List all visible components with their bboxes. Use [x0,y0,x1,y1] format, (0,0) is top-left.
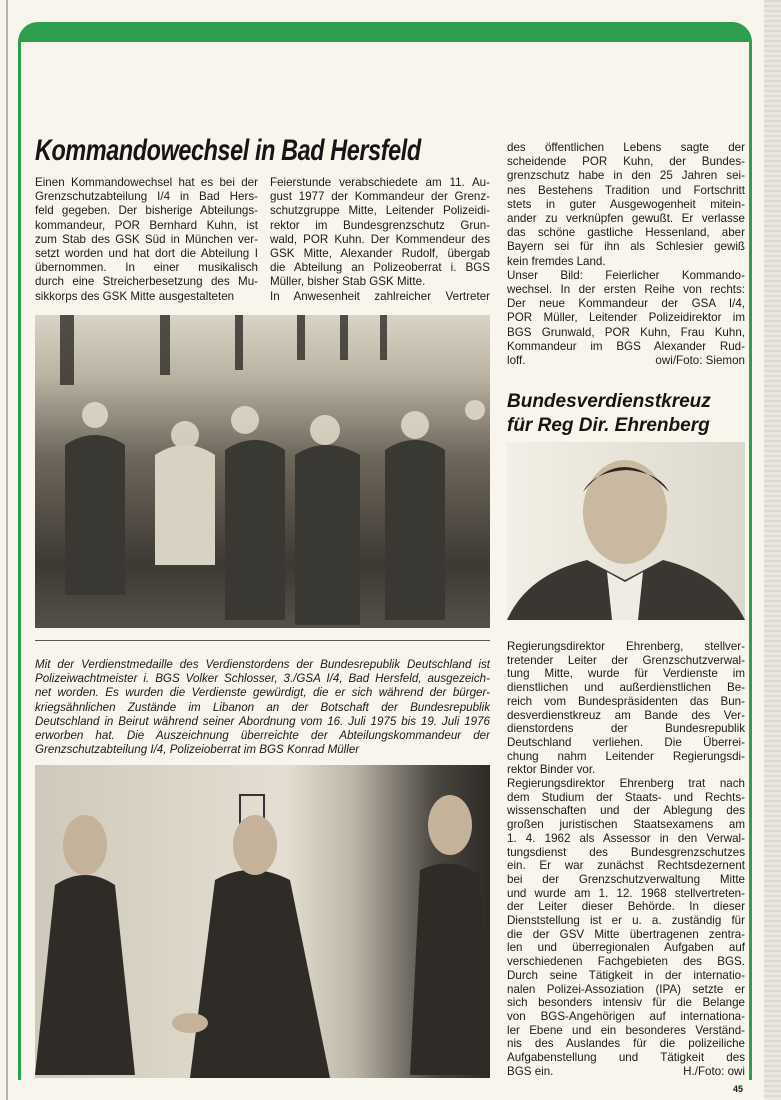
line-text: durch eine Streicherbesetzung des Mu- [35,275,258,289]
text-line [35,743,490,757]
text-line [35,233,258,247]
text-line [35,190,258,204]
line-text: wechsel. In der ersten Reihe von rechts: [507,283,745,297]
text-line [507,667,745,681]
text-line [507,996,745,1010]
text-line [270,290,490,304]
green-frame-top [18,22,752,42]
line-text: 1. 4. 1962 als Assessor in den Verwal- [507,831,745,845]
text-line [507,169,745,183]
line-text: Unser Bild: Feierlicher Kommando- [507,268,745,282]
text-line [270,275,490,289]
text-line [35,729,490,743]
text-line [507,354,745,368]
line-text: setzt worden und hat dort die Abteilung I [35,247,258,261]
line-text: die Abteilung an Polizeoberrat i. BGS [270,261,490,275]
photo-credit: H./Foto: owi [683,1064,745,1078]
text-line [507,914,745,928]
second-article-body [507,640,745,1079]
text-line [507,763,745,777]
text-line [507,1065,745,1079]
text-line [507,297,745,311]
text-line [507,283,745,297]
line-text: Deutschland verliehen. Die Überrei- [507,735,745,749]
line-text: nes Bestehens Tradition und Fortschritt [507,183,745,197]
line-text: Regierungsdirektor Ehrenberg trat nach [507,777,745,791]
line-text: Deutschland in Beirut während seiner Abordnung vom 16. Juli 1975 bis 19. Juli 1976 [35,714,490,728]
line-text: len und überregionalen Aufgaben auf [507,941,745,955]
line-text: wald, POR Kuhn. Der Kommendeur des [270,232,490,246]
text-line [507,311,745,325]
text-line [507,212,745,226]
line-text: net worden. Es wurden die Verdienste gewürdigt, die er sich während der bürger- [35,686,490,700]
text-line [507,969,745,983]
second-article-headline [507,390,747,438]
line-text: rektor im Bundesgrenzschutz Grun- [270,218,490,232]
line-text: reich vom Bundespräsidenten das Bun- [507,694,745,708]
text-line [507,1010,745,1024]
line-text: grenzschutz habe in den 25 Jahren sei- [507,169,745,183]
line-text: tretender Leiter der Grenzschutzverwal- [507,653,745,667]
line-text: Polizeiwachtmeister i. BGS Volker Schlosser, 3./GSA I/4, Bad Hersfeld, ausgezeich- [35,672,490,686]
line-text: BGS Grunwald, POR Kuhn, Frau Kuhn, [507,325,745,339]
text-line [507,983,745,997]
photo-caption [35,658,490,757]
line-text: und wurde am 1. 12. 1968 stellvertreten- [507,886,745,900]
paragraph [507,777,745,1078]
text-line [507,955,745,969]
text-line [507,900,745,914]
photo-ceremony-audience [35,315,490,628]
text-line [507,695,745,709]
text-line [270,247,490,261]
divider-rule [35,640,490,641]
line-text: stets in guter Ausgewogenheit mitein- [507,197,745,211]
line-text: kriegsähnlichen Zustände im Libanon an der Botschaft der Bundesrepublik [35,700,490,714]
green-frame-right [749,40,752,1080]
paragraph [507,640,745,777]
text-line [35,219,258,233]
line-text: von BGS-Angehörigen auf internationa- [507,1009,745,1023]
line-text: POR Müller, Leitender Polizeidirektor im [507,311,745,325]
line-text: sikkorps des GSK Mitte ausgestalteten [35,289,235,303]
article-headline: Kommandowechsel in Bad Hersfeld [35,134,421,167]
line-text: Bayern sei für ihn als Schlesier gewiß [507,240,745,254]
line-text: erworben hat. Die Auszeichnung überreichte der Abteilungskommandeur der [35,729,490,743]
line-text: Regierungsdirektor Ehrenberg, stellver- [507,640,745,653]
text-line [507,818,745,832]
line-text: ein. Er war zunächst Rechtsdezernent [507,859,745,873]
text-line [35,715,490,729]
line-text: wissenschaften und der Ablegung des [507,804,745,818]
text-line [507,340,745,354]
text-line [35,275,258,289]
line-text: Aufgabenstellung und Tätigkeit des [507,1051,745,1065]
text-line [35,686,490,700]
text-line [507,887,745,901]
text-line [507,226,745,240]
portrait-illustration [507,442,745,620]
line-text: das schöne gastliche Hessenland, aber [507,226,745,240]
text-line [507,846,745,860]
text-line [507,791,745,805]
text-line [507,1037,745,1051]
line-text: feld gegeben. Der bisherige Abteilungs- [35,204,258,218]
line-text: chung nahm Leitender Regierungsdi- [507,749,745,763]
text-line [507,722,745,736]
text-line [507,198,745,212]
scan-edge-right [764,0,781,1100]
text-line [507,709,745,723]
text-line [507,928,745,942]
line-text: großen juristischen Staatsexamens am [507,818,745,832]
text-line [507,804,745,818]
text-line [270,233,490,247]
text-line [507,750,745,764]
line-text: bei der Grenzschutzverwaltung Mitte [507,872,745,886]
paragraph [507,269,745,368]
text-line [507,1024,745,1038]
line-text: gust 1977 der Kommandeur der Grenz- [270,190,490,204]
line-text: loff. [507,354,526,368]
line-text: ler Ebene und ein besonderes Verständ- [507,1023,745,1037]
text-line [270,261,490,275]
text-line [507,681,745,695]
line-text: BGS ein. [507,1064,554,1078]
line-text: tung Mitte, wurde für Verdienste im [507,667,745,681]
line-text: ander zu verknüpfen gewußt. Er verlasse [507,212,745,226]
handshake-illustration [35,765,490,1078]
text-line [507,269,745,283]
line-text: Dienststellung ist er u. a. zuständig für [507,914,745,928]
line-text: Grenzschutzabteilung I/4 in Bad Hers- [35,190,258,204]
line-text: scheidende POR Kuhn, der Bundes- [507,155,745,169]
text-line [507,654,745,668]
text-line [507,859,745,873]
line-text: dem Studium der Staats- und Rechts- [507,790,745,804]
line-text: Der neue Kommandeur der GSA I/4, [507,297,745,311]
scan-edge-left [6,0,8,1100]
text-line [35,658,490,672]
line-text: nalen Polizei-Assoziation (IPA) setzte er [507,982,745,996]
paragraph [35,658,490,757]
text-line [35,204,258,218]
article-column-1 [35,176,258,304]
text-line [507,941,745,955]
text-line [507,736,745,750]
text-line [35,176,258,190]
photo-portrait-ehrenberg [507,442,745,620]
headline-line-2: für Reg Dir. Ehrenberg [507,415,710,436]
text-line [270,204,490,218]
text-line [507,777,745,791]
text-line [35,290,258,304]
line-text: nis des Auslandes für die polizeiliche [507,1037,745,1051]
text-line [507,1051,745,1065]
line-text: Durch seine Tätigkeit in der internatio- [507,968,745,982]
line-text: die der GSV Mitte übertragenen zentra- [507,927,745,941]
paragraph [35,176,258,304]
text-line [507,873,745,887]
text-line [507,184,745,198]
line-text: verschiedenen Fachgebieten des BGS. [507,955,745,969]
text-line [507,326,745,340]
text-line [35,261,258,275]
line-text: kein fremdes Land. [507,254,606,268]
line-text: desverdienstkreuz am Bande des Ver- [507,708,745,722]
text-line [270,190,490,204]
line-text: Grenzschutzabteilung I/4, Polizeioberrat im BGS Konrad Müller [35,743,360,757]
frame-inner-corner [21,42,749,72]
text-line [507,255,745,269]
article-column-2 [270,176,490,304]
text-line [35,672,490,686]
line-text: Einen Kommandowechsel hat es bei der [35,176,258,189]
line-text: des öffentlichen Lebens sagte der [507,141,745,154]
line-text: Feierstunde verabschiedete am 11. Au- [270,176,490,189]
line-text: rektor Binder vor. [507,763,596,777]
text-line [270,176,490,190]
audience-illustration [35,315,490,628]
text-line [507,832,745,846]
line-text: dienstordens der Bundesrepublik [507,722,745,736]
line-text: zum Stab des GSK Süd in München ver- [35,232,258,246]
text-line [507,240,745,254]
line-text: GSK Mitte, Alexander Rudolf, übergab [270,247,490,261]
text-line [35,701,490,715]
page-number: 45 [733,1084,744,1094]
text-line [507,640,745,654]
photo-award-handshake [35,765,490,1078]
paragraph [270,290,490,304]
line-text: Mit der Verdienstmedaille des Verdienstordens der Bundesrepublik Deutschland ist [35,658,490,671]
line-text: übernommen. In einer musikalisch [35,261,258,275]
photo-credit: owi/Foto: Siemon [655,354,745,368]
green-frame-left [18,40,21,1080]
paragraph [270,176,490,290]
line-text: dienstlichen und außerdienstlichen Be- [507,681,745,695]
line-text: der Leiter dieser Behörde. In dieser [507,900,745,914]
line-text: In Anwesenheit zahlreicher Vertreter [270,289,490,303]
text-line [507,155,745,169]
line-text: kommandeur, POR Bernhard Kuhn, ist [35,218,258,232]
text-line [507,141,745,155]
line-text: sich besonders intensiv für die Belange [507,996,745,1010]
headline-line-1: Bundesverdienstkreuz [507,391,711,412]
line-text: schutzgruppe Mitte, Leitender Polizeidi- [270,204,490,218]
paragraph [507,141,745,269]
text-line [270,219,490,233]
text-line [35,247,258,261]
line-text: tungsdienst des Bundesgrenzschutzes [507,845,745,859]
line-text: Kommandeur im BGS Alexander Rud- [507,339,745,353]
line-text: Müller, bisher Stab GSK Mitte. [270,275,426,289]
article-column-3 [507,141,745,368]
